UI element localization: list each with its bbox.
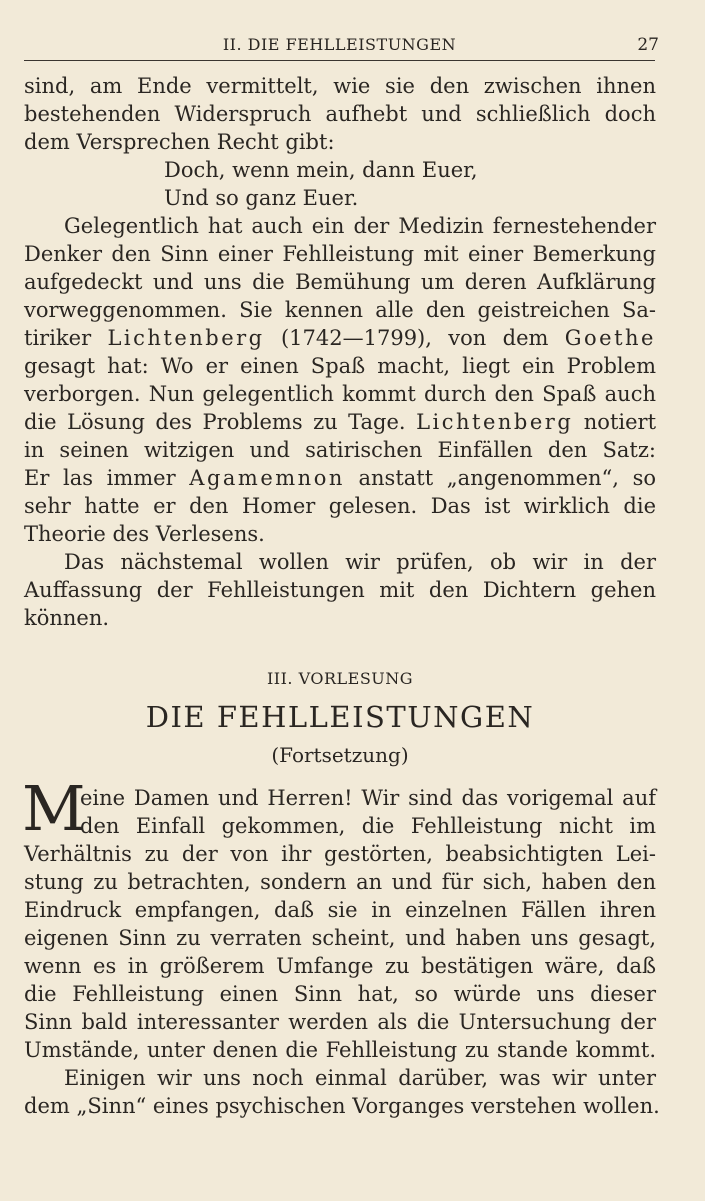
text-line: sehr hatte er den Homer gelesen. Das ist wirklich die xyxy=(24,494,656,518)
text-line: bestehenden Widerspruch aufhebt und schließlich doch xyxy=(24,102,656,126)
text-line: können. xyxy=(24,606,110,630)
text-line xyxy=(24,408,656,437)
text-line: den Einfall gekommen, die Fehlleistung nicht im xyxy=(80,814,656,838)
text-line xyxy=(24,324,656,353)
text-line: eigenen Sinn zu verraten scheint, und haben uns gesagt, xyxy=(24,926,656,950)
drop-cap: M xyxy=(22,772,86,845)
text-line: wenn es in größerem Umfange zu bestätigen wäre, daß xyxy=(24,954,656,978)
name-lichtenberg: Lichtenberg xyxy=(416,410,574,434)
name-goethe: Goethe xyxy=(564,326,656,350)
text-line: gesagt hat: Wo er einen Spaß macht, liegt ein Problem xyxy=(24,354,656,378)
verse-line: Und so ganz Euer. xyxy=(164,186,359,210)
text-line: aufgedeckt und uns die Bemühung um deren Aufklärung xyxy=(24,270,656,294)
page-number: 27 xyxy=(637,35,659,55)
text-line: sind, am Ende vermittelt, wie sie den zwischen ihnen xyxy=(24,74,656,98)
text-line: vorweggenommen. Sie kennen alle den geistreichen Sa- xyxy=(24,298,656,322)
text-span: tiriker xyxy=(24,326,108,350)
text-line: dem „Sinn“ eines psychischen Vorganges verstehen wollen. xyxy=(24,1094,660,1118)
text-line: Das nächstemal wollen wir prüfen, ob wir in der xyxy=(64,550,656,574)
text-line: eine Damen und Herren! Wir sind das vorigemal auf xyxy=(80,786,656,810)
text-line: dem Versprechen Recht gibt: xyxy=(24,130,335,154)
text-line: stung zu betrachten, sondern an und für sich, haben den xyxy=(24,870,656,894)
text-span: (1742—1799), von dem xyxy=(264,326,565,350)
text-span: Er las immer xyxy=(24,466,190,490)
name-lichtenberg: Lichtenberg xyxy=(107,326,265,350)
text-line: Einigen wir uns noch einmal darüber, was wir unter xyxy=(64,1066,656,1090)
name-agamemnon: Agamemnon xyxy=(189,466,345,490)
lecture-label: III. VORLESUNG xyxy=(266,669,414,688)
text-span: anstatt „angenommen“, so xyxy=(344,466,656,490)
text-span: die Lösung des Problems zu Tage. xyxy=(24,410,417,434)
page-header xyxy=(24,32,659,61)
text-line: verborgen. Nun gelegentlich kommt durch den Spaß auch xyxy=(24,382,656,406)
text-line: Eindruck empfangen, daß sie in einzelnen Fällen ihren xyxy=(24,898,656,922)
text-line: Verhältnis zu der von ihr gestörten, beabsichtigten Lei- xyxy=(24,842,656,866)
running-title: II. DIE FEHLLEISTUNGEN xyxy=(222,35,457,54)
chapter-title: DIE FEHLLEISTUNGEN xyxy=(145,700,535,734)
text-line: Gelegentlich hat auch ein der Medizin fernestehender xyxy=(64,214,656,238)
text-line: Sinn bald interessanter werden als die Untersuchung der xyxy=(24,1010,656,1034)
text-span: notiert xyxy=(573,410,657,434)
verse-line: Doch, wenn mein, dann Euer, xyxy=(164,158,478,182)
text-line: Theorie des Verlesens. xyxy=(24,522,265,546)
text-line: die Fehlleistung einen Sinn hat, so würde uns dieser xyxy=(24,982,656,1006)
chapter-subtitle: (Fortsetzung) xyxy=(271,743,409,767)
text-line: Auffassung der Fehlleistungen mit den Dichtern gehen xyxy=(24,578,656,602)
text-line xyxy=(24,464,656,493)
text-line: Umstände, unter denen die Fehlleistung zu stande kommt. xyxy=(24,1038,656,1062)
text-line: Denker den Sinn einer Fehlleistung mit einer Bemerkung xyxy=(24,242,656,266)
text-line: in seinen witzigen und satirischen Einfällen den Satz: xyxy=(24,438,656,462)
